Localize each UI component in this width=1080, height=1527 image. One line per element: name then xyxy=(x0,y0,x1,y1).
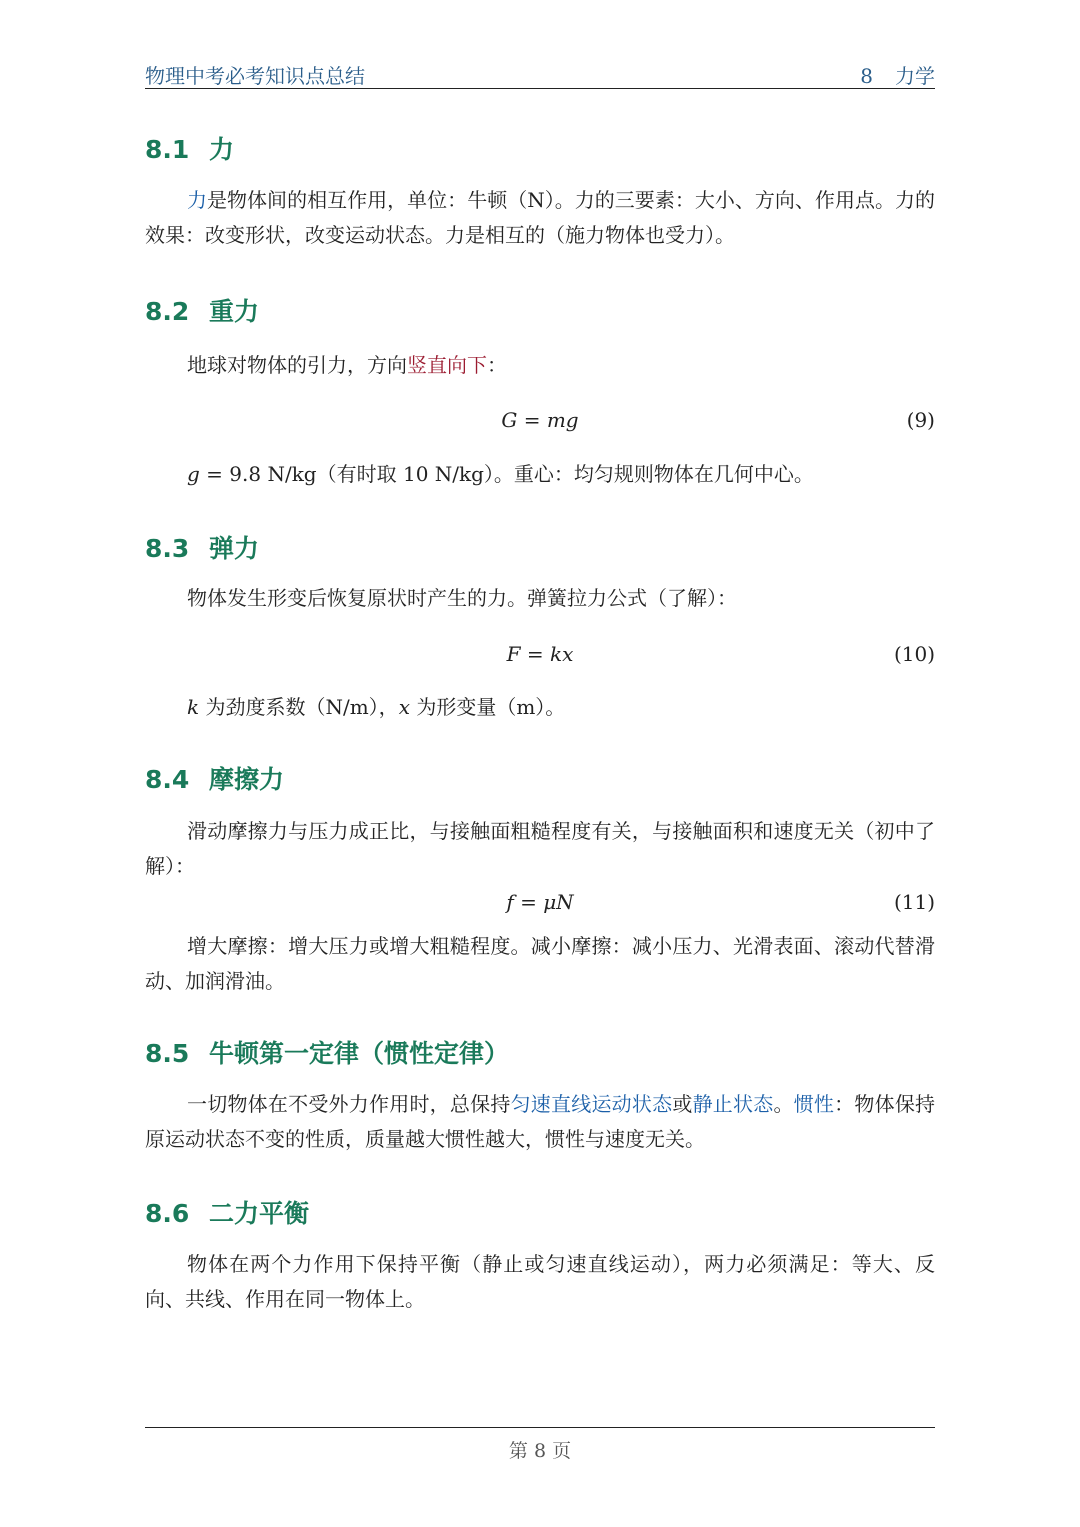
equation-11 xyxy=(145,884,935,920)
keyword-rest: 静止状态 xyxy=(692,1092,774,1116)
paragraph-text: ： xyxy=(487,353,507,377)
symbol-k: k xyxy=(187,695,200,719)
paragraph-text: 或 xyxy=(672,1092,693,1116)
paragraph-text: = 9.8 N/kg（有时取 10 N/kg）。重心：均匀规则物体在几何中心。 xyxy=(199,462,814,486)
paragraph-gravity xyxy=(145,348,935,383)
paragraph-text: 物体发生形变后恢复原状时产生的力。弹簧拉力公式（了解）： xyxy=(187,586,737,610)
section-heading: 二力平衡 xyxy=(209,1199,310,1228)
section-heading: 摩擦力 xyxy=(209,765,285,794)
keyword-vertical-down: 竖直向下 xyxy=(407,353,487,377)
section-number: 8.3 xyxy=(145,534,190,563)
paragraph-gravity-const xyxy=(145,457,935,492)
section-title-8-1 xyxy=(145,130,935,170)
symbol-x: x xyxy=(398,695,410,719)
section-title-8-3 xyxy=(145,529,935,569)
section-heading: 弹力 xyxy=(209,534,260,563)
page-number: 第 8 页 xyxy=(508,1440,572,1462)
section-heading: 牛顿第一定律（惯性定律） xyxy=(209,1039,510,1068)
section-heading: 力 xyxy=(209,135,235,164)
paragraph-text: 地球对物体的引力，方向 xyxy=(187,353,407,377)
keyword-inertia: 惯性 xyxy=(793,1092,835,1116)
page-content xyxy=(145,130,935,1317)
paragraph-elastic-vars xyxy=(145,690,935,725)
paragraph-text: 滑动摩擦力与压力成正比，与接触面粗糙程度有关，与接触面积和速度无关（初中了解）： xyxy=(145,819,935,878)
section-heading: 重力 xyxy=(209,297,260,326)
section-number: 8.2 xyxy=(145,297,190,326)
symbol-g: g xyxy=(187,462,200,486)
paragraph-text: ：物体保持原运动状态不变的性质，质量越大惯性越大，惯性与速度无关。 xyxy=(145,1092,936,1151)
section-title-8-2 xyxy=(145,292,935,332)
paragraph-text: 。 xyxy=(773,1092,794,1116)
paragraph-friction xyxy=(145,814,935,884)
section-number: 8.4 xyxy=(145,765,190,794)
paragraph-balance xyxy=(145,1247,935,1317)
keyword-uniform-motion: 匀速直线运动状态 xyxy=(510,1092,673,1116)
equation-number: (9) xyxy=(906,408,935,432)
equation-10 xyxy=(145,636,935,672)
section-title-8-6 xyxy=(145,1194,935,1234)
header-chapter-num: 8 xyxy=(860,64,873,88)
paragraph-text: 物体在两个力作用下保持平衡（静止或匀速直线运动），两力必须满足：等大、反向、共线、作用在同一物体上。 xyxy=(145,1252,935,1311)
equation-9 xyxy=(145,402,935,438)
section-title-8-4 xyxy=(145,760,935,800)
paragraph-text: 一切物体在不受外力作用时，总保持 xyxy=(187,1092,511,1116)
keyword-force: 力 xyxy=(187,188,208,212)
page-header xyxy=(145,56,935,89)
section-number: 8.6 xyxy=(145,1199,190,1228)
section-number: 8.1 xyxy=(145,135,190,164)
paragraph-force xyxy=(145,183,935,253)
header-chapter xyxy=(860,60,935,89)
paragraph-text: 是物体间的相互作用，单位：牛顿（N）。力的三要素：大小、方向、作用点。力的效果：改变形状，改变运动状态。力是相互的（施力物体也受力）。 xyxy=(145,188,936,247)
paragraph-text: 为形变量（m）。 xyxy=(409,695,566,719)
paragraph-friction-change xyxy=(145,929,935,999)
equation-number: (11) xyxy=(893,890,935,914)
paragraph-inertia xyxy=(145,1087,935,1157)
header-chapter-title: 力学 xyxy=(895,64,935,88)
section-title-8-5 xyxy=(145,1034,935,1074)
page-footer xyxy=(145,1427,935,1463)
equation-expression: G = mg xyxy=(501,408,579,432)
paragraph-elastic xyxy=(145,581,935,616)
paragraph-text: 为劲度系数（N/m）， xyxy=(199,695,399,719)
paragraph-text: 增大摩擦：增大压力或增大粗糙程度。减小摩擦：减小压力、光滑表面、滚动代替滑动、加润滑油。 xyxy=(145,934,935,993)
section-number: 8.5 xyxy=(145,1039,190,1068)
equation-expression: f = μN xyxy=(506,890,574,914)
header-title: 物理中考必考知识点总结 xyxy=(145,64,365,88)
equation-expression: F = kx xyxy=(506,642,574,666)
equation-number: (10) xyxy=(893,642,935,666)
